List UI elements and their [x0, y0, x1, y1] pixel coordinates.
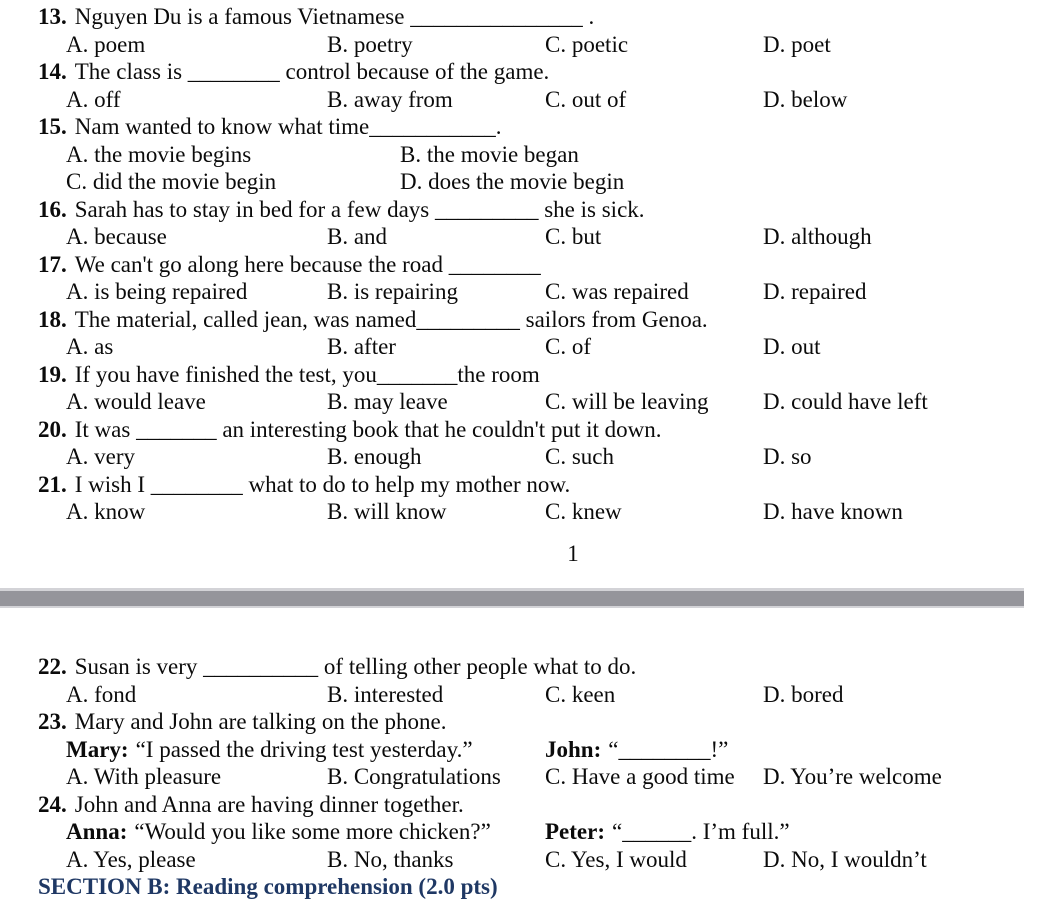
- dialogue-speaker: Mary:: [66, 736, 129, 762]
- option-c: C. did the movie begin: [66, 169, 277, 194]
- question-24-dialogue: [66, 818, 1004, 846]
- question-number: 24.: [38, 791, 67, 817]
- option-b: B. may leave: [327, 389, 448, 414]
- question-23-dialogue: [66, 736, 1004, 764]
- question-15-stem-line: [38, 113, 1004, 141]
- question-number: 15.: [38, 114, 67, 139]
- question-24-options: [66, 846, 1004, 874]
- question-23-options: [66, 763, 1004, 791]
- dialogue-text: “________!”: [608, 736, 729, 762]
- question-text: John and Anna are having dinner together.: [74, 791, 464, 817]
- option-c: C. of: [545, 334, 591, 359]
- dialogue-right: [545, 818, 1004, 846]
- dialogue-right: [545, 736, 1004, 764]
- question-15-options-row1: [66, 141, 1004, 169]
- question-number: 13.: [38, 4, 67, 29]
- option-a: A. would leave: [66, 389, 206, 414]
- question-text: Nguyen Du is a famous Vietnamese _______________ .: [74, 4, 595, 29]
- page-2: [0, 608, 1024, 899]
- option-c: C. Yes, I would: [545, 846, 687, 872]
- option-c: C. knew: [545, 499, 622, 524]
- option-b: B. away from: [327, 86, 453, 112]
- question-23-stem-line: [38, 708, 1004, 736]
- option-c: C. Have a good time: [545, 764, 735, 789]
- dialogue-speaker: John:: [545, 736, 602, 762]
- question-15-options-row2: [66, 168, 1004, 196]
- question-13-stem-line: [38, 3, 1004, 31]
- question-19-stem-line: [38, 361, 1004, 389]
- option-d: D. No, I wouldn’t: [763, 846, 927, 872]
- question-16-options: [66, 223, 1004, 251]
- question-text: We can't go along here because the road ________: [74, 251, 541, 277]
- option-a: A. Yes, please: [66, 846, 196, 872]
- question-number: 14.: [38, 59, 67, 84]
- option-c: C. was repaired: [545, 279, 689, 304]
- question-number: 23.: [38, 709, 67, 734]
- question-number: 22.: [38, 654, 67, 679]
- question-16-stem-line: [38, 196, 1004, 224]
- dialogue-text: “I passed the driving test yesterday.”: [135, 736, 473, 762]
- question-text: The class is ________ control because of the game.: [74, 59, 550, 84]
- question-text: I wish I ________ what to do to help my mother now.: [74, 471, 571, 497]
- option-a: A. very: [66, 444, 135, 469]
- option-a: A. because: [66, 224, 167, 249]
- option-b: B. the movie began: [400, 141, 579, 167]
- question-20-options: [66, 443, 1004, 471]
- question-20-stem-line: [38, 416, 1004, 444]
- option-d: D. have known: [763, 499, 903, 524]
- option-a: A. fond: [66, 681, 137, 707]
- option-c: C. keen: [545, 681, 616, 707]
- question-number: 16.: [38, 196, 67, 222]
- option-b: B. enough: [327, 444, 422, 469]
- question-14-options: [66, 86, 1004, 114]
- option-d: D. below: [763, 86, 848, 112]
- question-number: 20.: [38, 416, 67, 442]
- dialogue-text: “Would you like some more chicken?”: [134, 819, 491, 844]
- option-a: A. off: [66, 86, 121, 112]
- question-text: Mary and John are talking on the phone.: [74, 709, 447, 734]
- question-number: 18.: [38, 306, 67, 332]
- question-24-stem-line: [38, 791, 1004, 819]
- question-text: Sarah has to stay in bed for a few days _________ she is sick.: [74, 196, 645, 222]
- question-number: 21.: [38, 471, 67, 497]
- option-b: B. Congratulations: [327, 764, 501, 789]
- option-a: A. poem: [66, 31, 146, 57]
- question-17-options: [66, 278, 1004, 306]
- option-c: C. but: [545, 224, 602, 249]
- option-b: B. poetry: [327, 31, 413, 57]
- page-break: [0, 588, 1024, 608]
- question-text: It was _______ an interesting book that he couldn't put it down.: [74, 416, 662, 442]
- option-d: D. could have left: [763, 389, 928, 414]
- question-21-stem-line: [38, 471, 1004, 499]
- question-text: Susan is very __________ of telling other people what to do.: [74, 654, 637, 679]
- dialogue-left: [66, 736, 545, 764]
- option-b: B. is repairing: [327, 279, 458, 304]
- question-17-stem-line: [38, 251, 1004, 279]
- question-19-options: [66, 388, 1004, 416]
- option-d: D. so: [763, 444, 812, 469]
- option-a: A. With pleasure: [66, 764, 222, 789]
- section-heading: SECTION B: Reading comprehension (2.0 pts): [38, 874, 498, 899]
- question-21-options: [66, 498, 1004, 526]
- option-a: A. the movie begins: [66, 141, 252, 167]
- question-text: If you have finished the test, you_______the room: [74, 361, 540, 387]
- option-b: B. will know: [327, 499, 447, 524]
- question-18-stem-line: [38, 306, 1004, 334]
- option-c: C. will be leaving: [545, 389, 709, 414]
- option-a: A. as: [66, 334, 114, 359]
- option-a: A. is being repaired: [66, 279, 248, 304]
- question-22-stem-line: [38, 653, 1004, 681]
- dialogue-speaker: Anna:: [66, 819, 128, 844]
- page-number: 1: [567, 540, 579, 566]
- option-d: D. poet: [763, 31, 831, 57]
- question-18-options: [66, 333, 1004, 361]
- option-d: D. repaired: [763, 279, 867, 304]
- option-c: C. poetic: [545, 31, 629, 57]
- question-text: Nam wanted to know what time___________.: [74, 114, 502, 139]
- option-d: D. You’re welcome: [763, 764, 942, 789]
- option-a: A. know: [66, 499, 146, 524]
- option-d: D. does the movie begin: [400, 169, 625, 194]
- dialogue-text: “______. I’m full.”: [612, 819, 790, 844]
- question-13-options: [66, 31, 1004, 59]
- question-14-stem-line: [38, 58, 1004, 86]
- question-text: The material, called jean, was named_________ sailors from Genoa.: [74, 306, 708, 332]
- option-d: D. bored: [763, 681, 844, 707]
- question-22-options: [66, 681, 1004, 709]
- question-number: 17.: [38, 251, 67, 277]
- option-d: D. out: [763, 334, 821, 359]
- dialogue-speaker: Peter:: [545, 819, 605, 844]
- option-b: B. and: [327, 224, 388, 249]
- option-b: B. after: [327, 334, 396, 359]
- question-number: 19.: [38, 361, 67, 387]
- option-b: B. interested: [327, 681, 444, 707]
- option-c: C. out of: [545, 86, 627, 112]
- option-c: C. such: [545, 444, 614, 469]
- option-b: B. No, thanks: [327, 846, 454, 872]
- dialogue-left: [66, 818, 545, 846]
- option-d: D. although: [763, 224, 872, 249]
